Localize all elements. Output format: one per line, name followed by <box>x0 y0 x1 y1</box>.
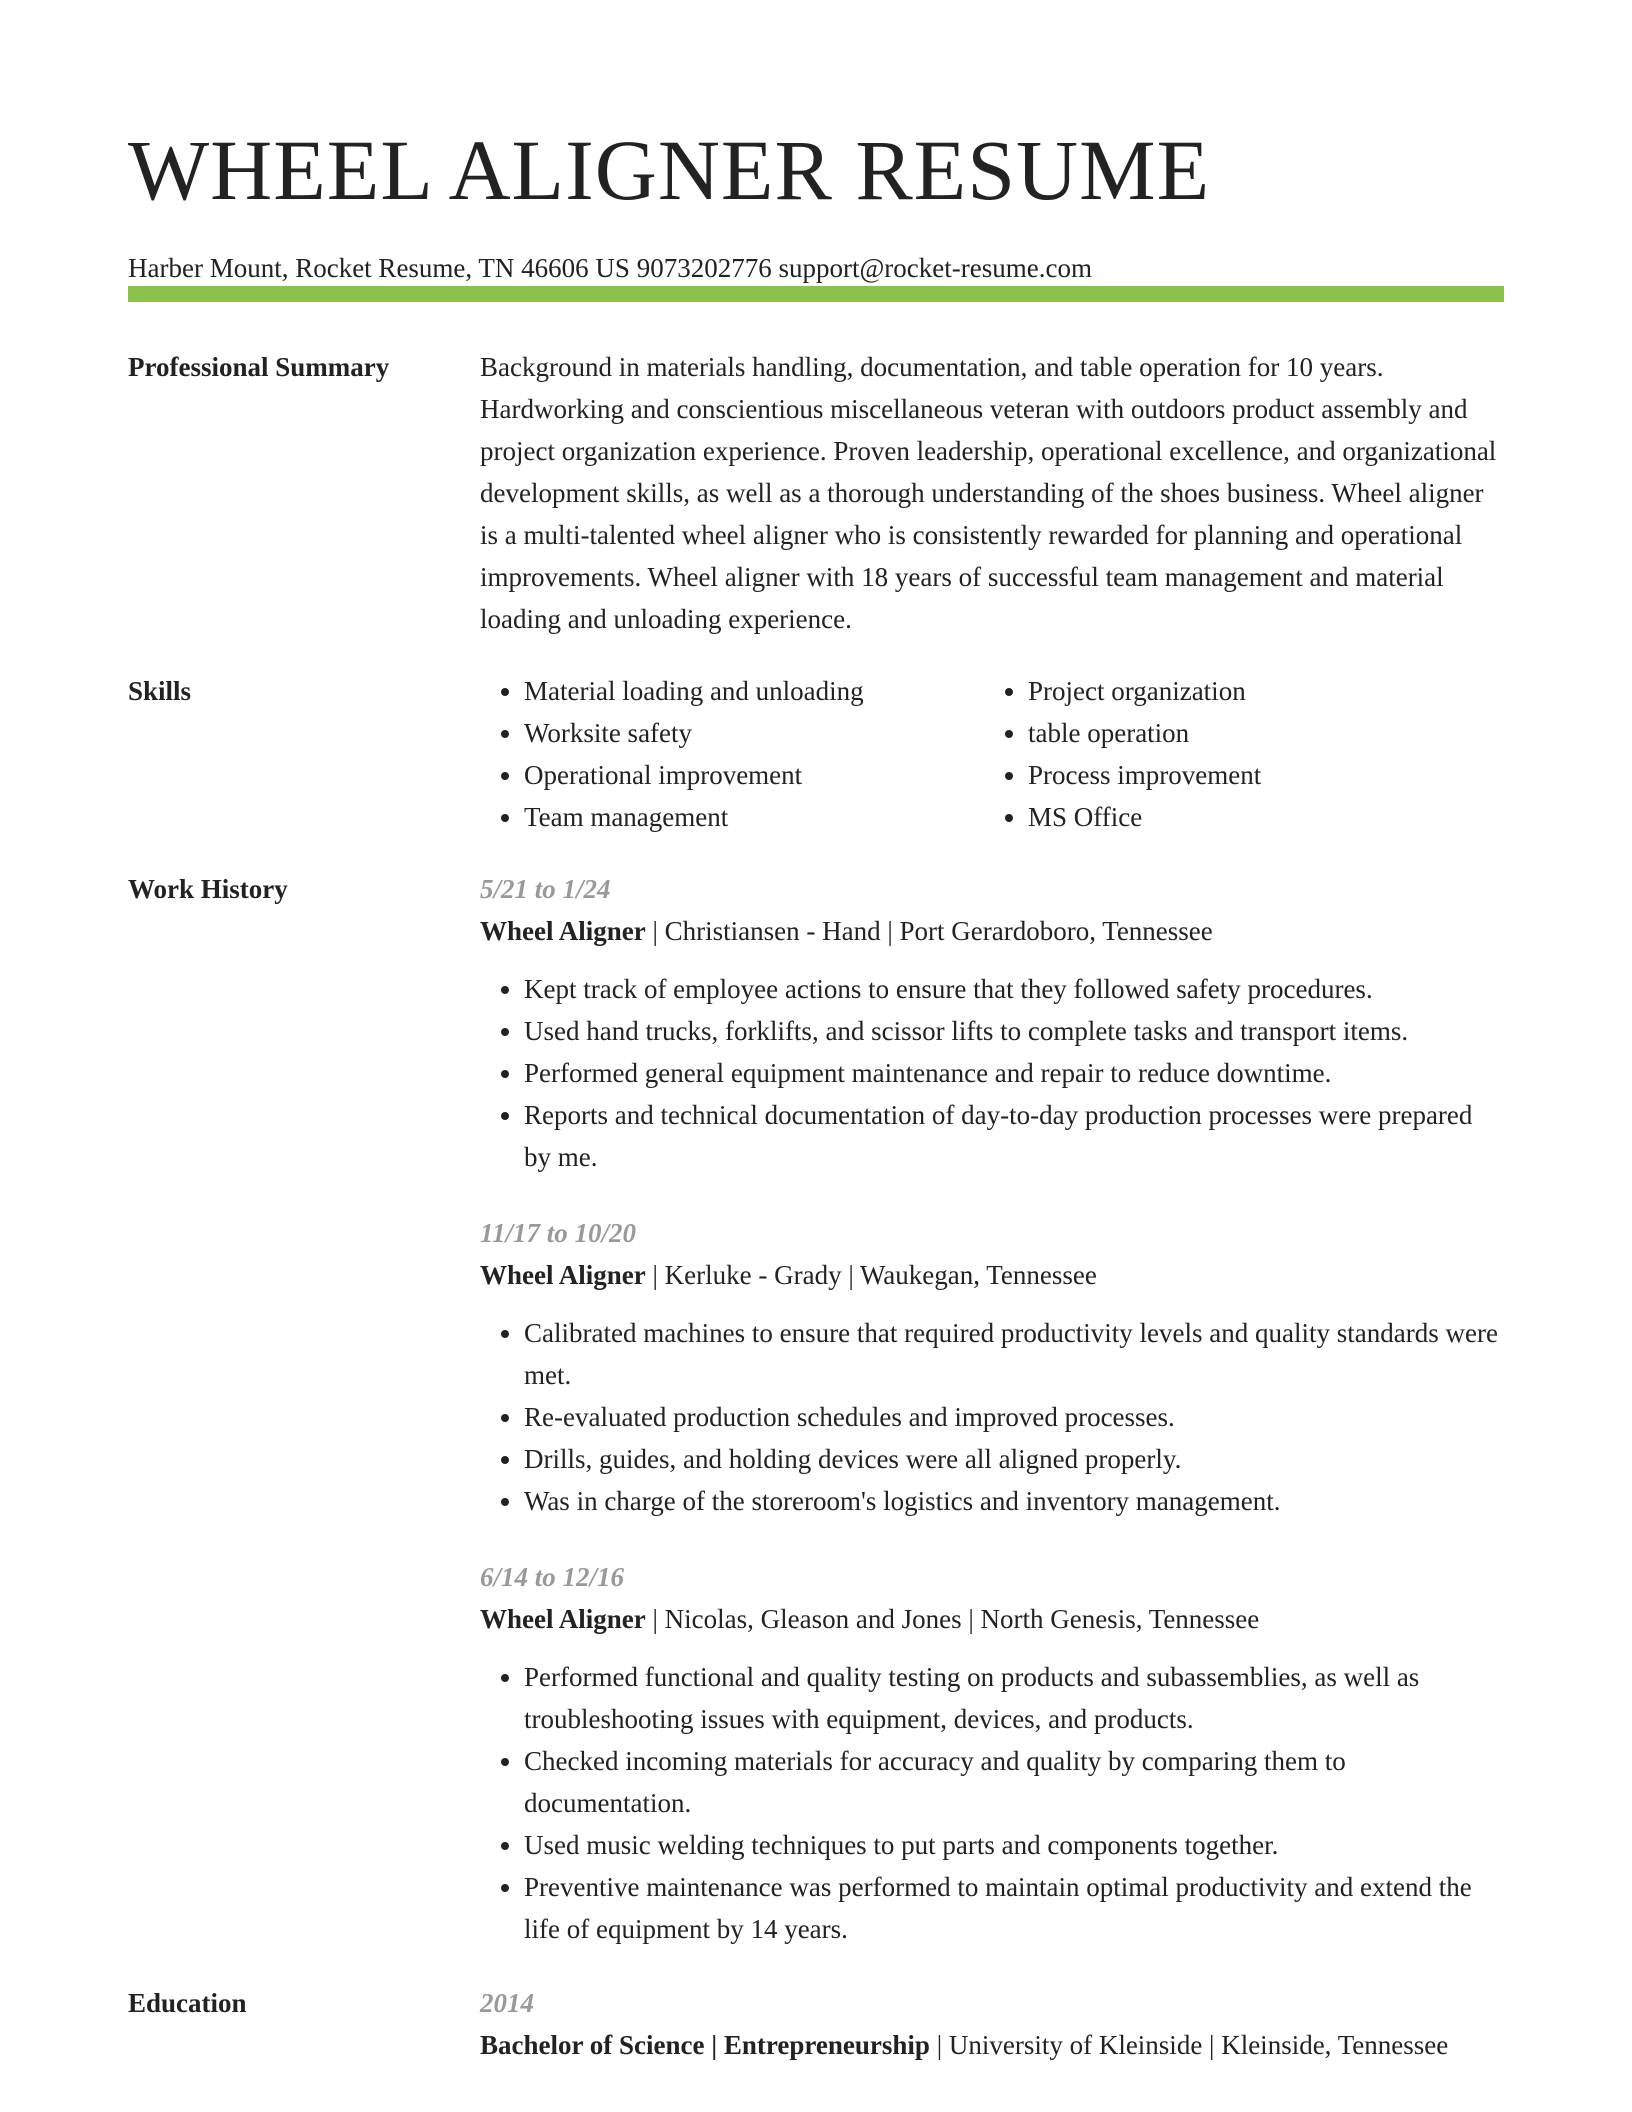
education-year: 2014 <box>480 1988 534 2018</box>
job-entry <box>480 1556 1504 1950</box>
page-title: WHEEL ALIGNER RESUME <box>128 122 1211 218</box>
summary-text: Background in materials handling, documentation, and table operation for 10 years. Hardworking and conscientious miscellaneous veteran with outdoors product assembly and project organization experience. Proven leadership, operational excellence, and organizational development skills, as well as a thorough understanding of the shoes business. Wheel aligner is a multi-talented wheel aligner who is consistently rewarded for planning and operational improvements. Wheel aligner with 18 years of successful team management and material loading and unloading experience. <box>480 352 1497 634</box>
job-heading <box>480 1598 1504 1640</box>
skill-item: • Material loading and unloading <box>524 670 984 712</box>
job-title: Wheel Aligner <box>480 1260 646 1290</box>
skills-column-2 <box>984 670 1488 838</box>
skills-list <box>480 670 1504 838</box>
job-bullet: • Used music welding techniques to put parts and components together. <box>524 1824 1504 1866</box>
job-bullet: • Performed general equipment maintenance and repair to reduce downtime. <box>524 1052 1504 1094</box>
skills-column-1 <box>480 670 984 838</box>
summary-body <box>480 346 1504 640</box>
job-entry <box>480 868 1504 1178</box>
header-divider <box>128 286 1504 302</box>
resume-header <box>128 120 1504 286</box>
skill-item: • table operation <box>1028 712 1488 754</box>
job-dates: 6/14 to 12/16 <box>480 1562 625 1592</box>
job-bullet: • Checked incoming materials for accuracy and quality by comparing them to documentation. <box>524 1740 1504 1824</box>
work-history-body <box>480 868 1504 1984</box>
job-entry <box>480 1212 1504 1522</box>
skill-item: • Project organization <box>1028 670 1488 712</box>
job-title: Wheel Aligner <box>480 916 646 946</box>
job-details: | Kerluke - Grady | Waukegan, Tennessee <box>645 1260 1097 1290</box>
job-bullet: • Reports and technical documentation of day-to-day production processes were prepared by me. <box>524 1094 1504 1178</box>
skill-item: • Team management <box>524 796 984 838</box>
skill-item: • MS Office <box>1028 796 1488 838</box>
job-heading <box>480 1254 1504 1296</box>
job-title: Wheel Aligner <box>480 1604 646 1634</box>
section-label-summary: Professional Summary <box>128 352 390 382</box>
job-details: | Christiansen - Hand | Port Gerardoboro, Tennessee <box>645 916 1213 946</box>
job-bullet: • Preventive maintenance was performed to maintain optimal productivity and extend the life of equipment by 14 years. <box>524 1866 1504 1950</box>
skill-item: • Operational improvement <box>524 754 984 796</box>
skill-item: • Worksite safety <box>524 712 984 754</box>
job-bullet: • Calibrated machines to ensure that required productivity levels and quality standards were met. <box>524 1312 1504 1396</box>
education-details: | University of Kleinside | Kleinside, Tennessee <box>929 2030 1449 2060</box>
job-bullets <box>480 1312 1504 1522</box>
education-heading <box>480 2024 1504 2066</box>
job-details: | Nicolas, Gleason and Jones | North Genesis, Tennessee <box>645 1604 1260 1634</box>
job-bullet: • Re-evaluated production schedules and improved processes. <box>524 1396 1504 1438</box>
skill-item: • Process improvement <box>1028 754 1488 796</box>
job-bullet: • Drills, guides, and holding devices were all aligned properly. <box>524 1438 1504 1480</box>
section-label-work-history: Work History <box>128 874 288 904</box>
job-bullets <box>480 968 1504 1178</box>
job-bullet: • Used hand trucks, forklifts, and scissor lifts to complete tasks and transport items. <box>524 1010 1504 1052</box>
job-bullet: • Was in charge of the storeroom's logistics and inventory management. <box>524 1480 1504 1522</box>
job-heading <box>480 910 1504 952</box>
contact-info: Harber Mount, Rocket Resume, TN 46606 US 9073202776 support@rocket-resume.com <box>128 253 1092 283</box>
job-bullets <box>480 1656 1504 1950</box>
job-bullet: • Performed functional and quality testing on products and subassemblies, as well as troubleshooting issues with equipment, devices, and products. <box>524 1656 1504 1740</box>
job-dates: 5/21 to 1/24 <box>480 874 611 904</box>
job-bullet: • Kept track of employee actions to ensure that they followed safety procedures. <box>524 968 1504 1010</box>
section-label-skills: Skills <box>128 676 192 706</box>
education-degree: Bachelor of Science | Entrepreneurship <box>480 2030 930 2060</box>
section-label-education: Education <box>128 1988 247 2018</box>
education-body <box>480 1982 1504 2066</box>
job-dates: 11/17 to 10/20 <box>480 1218 637 1248</box>
